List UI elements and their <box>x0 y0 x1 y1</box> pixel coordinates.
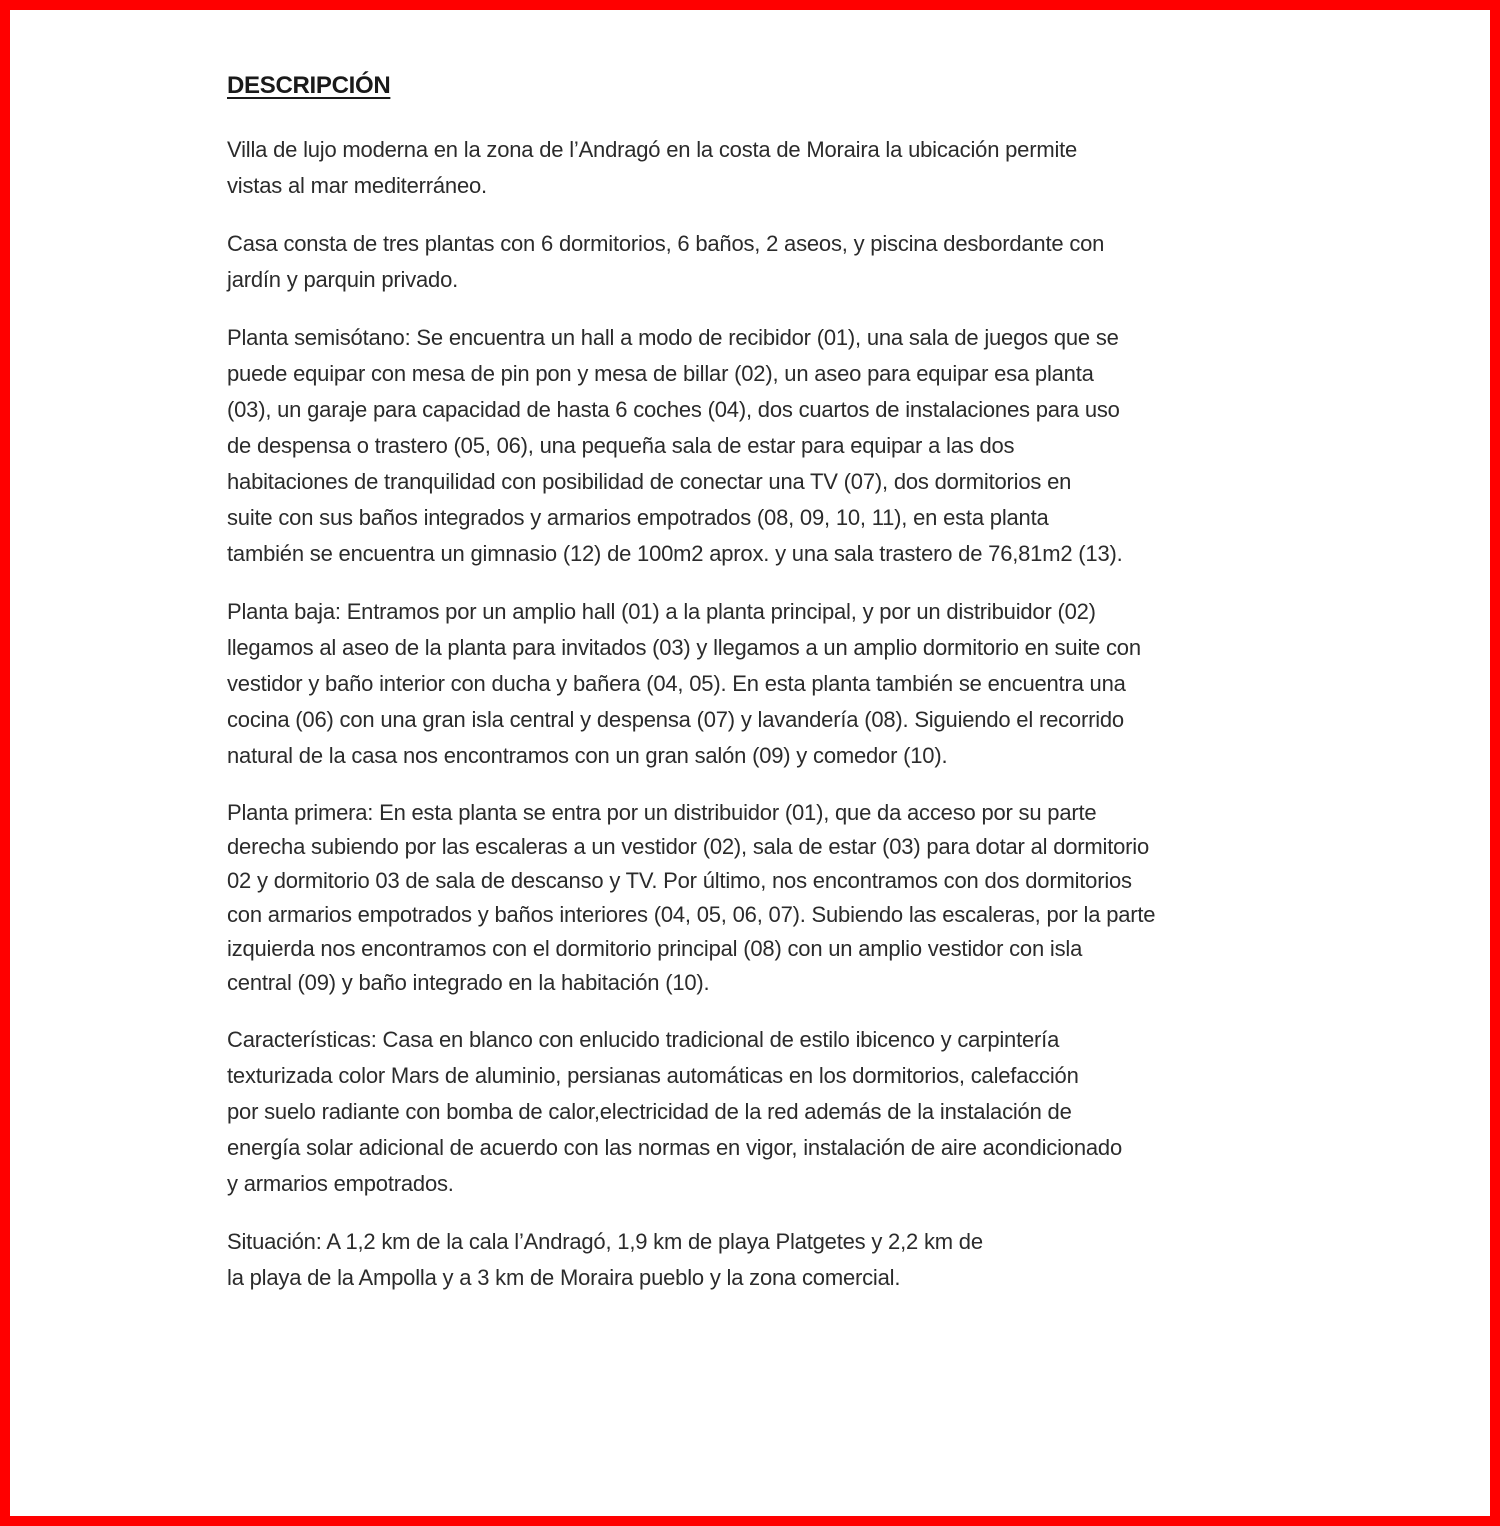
text-line: (03), un garaje para capacidad de hasta 6 coches (04), dos cuartos de instalaciones para uso <box>227 397 1120 422</box>
paragraph-summary <box>227 226 1327 298</box>
document-page <box>227 72 1327 1318</box>
text-line: y armarios empotrados. <box>227 1171 454 1196</box>
text-line: derecha subiendo por las escaleras a un vestidor (02), sala de estar (03) para dotar al dormitorio <box>227 834 1150 859</box>
text-line: llegamos al aseo de la planta para invitados (03) y llegamos a un amplio dormitorio en suite con <box>227 635 1141 660</box>
text-line: Características: Casa en blanco con enlucido tradicional de estilo ibicenco y carpintería <box>227 1027 1060 1052</box>
text-line: Villa de lujo moderna en la zona de l’Andragó en la costa de Moraira la ubicación permite <box>227 137 1078 162</box>
text-line: 02 y dormitorio 03 de sala de descanso y TV. Por último, nos encontramos con dos dormitorios <box>227 868 1132 893</box>
text-line: con armarios empotrados y baños interiores (04, 05, 06, 07). Subiendo las escaleras, por la parte <box>227 902 1156 927</box>
text-line: puede equipar con mesa de pin pon y mesa de billar (02), un aseo para equipar esa planta <box>227 361 1094 386</box>
paragraph-situacion <box>227 1224 1327 1296</box>
text-line: Planta primera: En esta planta se entra por un distribuidor (01), que da acceso por su parte <box>227 800 1097 825</box>
text-line: Planta semisótano: Se encuentra un hall a modo de recibidor (01), una sala de juegos que se <box>227 325 1119 350</box>
text-line: energía solar adicional de acuerdo con las normas en vigor, instalación de aire acondicionado <box>227 1135 1122 1160</box>
text-line: jardín y parquin privado. <box>227 267 459 292</box>
text-line: Planta baja: Entramos por un amplio hall (01) a la planta principal, y por un distribuidor (02) <box>227 599 1096 624</box>
text-line: suite con sus baños integrados y armarios empotrados (08, 09, 10, 11), en esta planta <box>227 505 1049 530</box>
text-line: Situación: A 1,2 km de la cala l’Andragó, 1,9 km de playa Platgetes y 2,2 km de <box>227 1229 983 1254</box>
text-line: izquierda nos encontramos con el dormitorio principal (08) con un amplio vestidor con isla <box>227 936 1083 961</box>
paragraph-planta-baja <box>227 594 1327 774</box>
text-line: habitaciones de tranquilidad con posibilidad de conectar una TV (07), dos dormitorios en <box>227 469 1072 494</box>
text-line: natural de la casa nos encontramos con un gran salón (09) y comedor (10). <box>227 743 948 768</box>
text-line: central (09) y baño integrado en la habitación (10). <box>227 970 710 995</box>
paragraph-caracteristicas <box>227 1022 1327 1202</box>
document-heading: DESCRIPCIÓN <box>227 72 391 99</box>
text-line: también se encuentra un gimnasio (12) de 100m2 aprox. y una sala trastero de 76,81m2 (13). <box>227 541 1123 566</box>
paragraph-intro <box>227 132 1327 204</box>
text-line: de despensa o trastero (05, 06), una pequeña sala de estar para equipar a las dos <box>227 433 1015 458</box>
paragraph-planta-primera <box>227 796 1327 1000</box>
text-line: vistas al mar mediterráneo. <box>227 173 487 198</box>
text-line: la playa de la Ampolla y a 3 km de Moraira pueblo y la zona comercial. <box>227 1265 901 1290</box>
paragraph-planta-semisotano <box>227 320 1327 572</box>
text-line: por suelo radiante con bomba de calor,electricidad de la red además de la instalación de <box>227 1099 1072 1124</box>
text-line: vestidor y baño interior con ducha y bañera (04, 05). En esta planta también se encuentra una <box>227 671 1126 696</box>
text-line: texturizada color Mars de aluminio, persianas automáticas en los dormitorios, calefacción <box>227 1063 1079 1088</box>
text-line: Casa consta de tres plantas con 6 dormitorios, 6 baños, 2 aseos, y piscina desbordante con <box>227 231 1105 256</box>
text-line: cocina (06) con una gran isla central y despensa (07) y lavandería (08). Siguiendo el recorrido <box>227 707 1124 732</box>
